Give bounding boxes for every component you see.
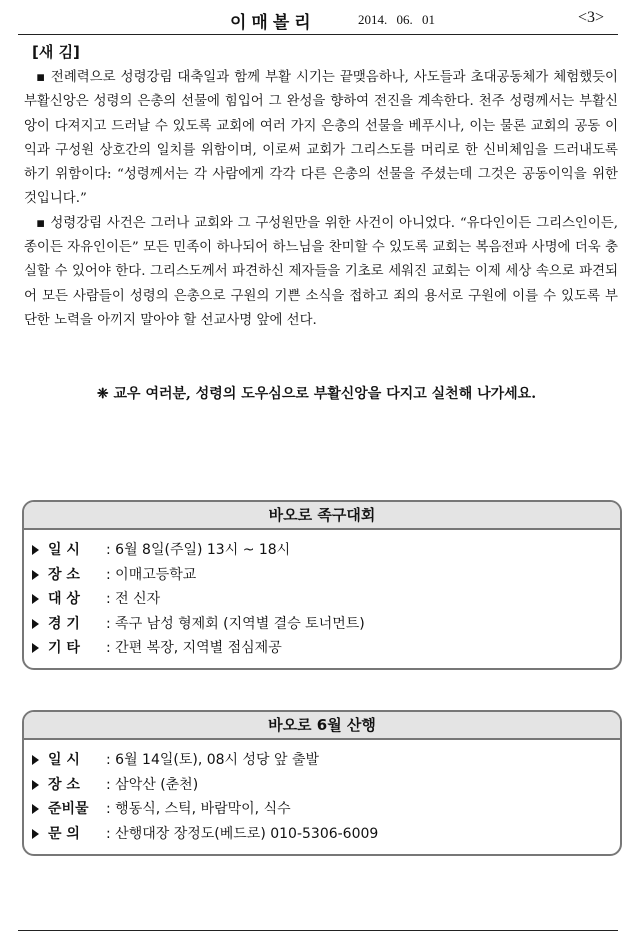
event-row-label: 장 소 — [48, 776, 80, 793]
event-row-value: : 삼악산 (춘천) — [106, 776, 199, 793]
issue-date: 2014. 06. 01 — [358, 12, 435, 27]
triangle-bullet-icon — [32, 594, 39, 604]
article — [24, 66, 618, 333]
event-row-label: 문 의 — [48, 825, 80, 842]
triangle-bullet-icon — [32, 755, 39, 765]
event-row-value: : 이매고등학교 — [106, 566, 197, 583]
event-row-place — [32, 563, 620, 588]
section-label: [새 김] — [32, 43, 80, 61]
event-row-etc — [32, 636, 620, 661]
event-row-value: : 행동식, 스틱, 바람막이, 식수 — [106, 801, 291, 817]
event-row-date — [32, 538, 620, 563]
event-row-label: 기 타 — [48, 640, 80, 656]
page-number: <3> — [578, 9, 605, 26]
event-row-label: 일 시 — [48, 752, 80, 768]
event-row-label: 장 소 — [48, 566, 80, 583]
event-box-title: 바오로 족구대회 — [24, 502, 620, 530]
event-row-supplies — [32, 797, 620, 822]
article-paragraph-1: ▪ 전례력으로 성령강림 대축일과 함께 부활 시기는 끝맺음하나, 사도들과 초대공동체가 체험했듯이 부활신앙은 성령의 은총의 선물에 힘입어 그 완성을 향하여 전진을 계속한다. 천주 성령께서는 부활신앙이 다져지고 드러날 수 있도록 교회에 여러 가지 은총의 선물을 베푸시나, 이는 물론 교회의 공동 이익과 구성원 상호간의 일치를 위함이며, 이로써 교회가 그리스도를 머리로 한 신비체임을 드러내도록 하기 위함이다: “성령께서는 각 사람에게 각각 다른 은총의 선물을 주셨는데 그것은 공동이익을 위한 것입니다.” — [24, 70, 618, 207]
page-header — [18, 8, 618, 35]
event-box-title: 바오로 6월 산행 — [24, 712, 620, 740]
triangle-bullet-icon — [32, 829, 39, 839]
callout-message: ❈ 교우 여러분, 성령의 도우심으로 부활신앙을 다지고 실천해 나가세요. — [96, 386, 537, 402]
event-row-value: : 족구 남성 형제회 (지역별 결승 토너먼트) — [106, 615, 365, 632]
triangle-bullet-icon — [32, 643, 39, 653]
event-row-label: 준비물 — [48, 801, 89, 817]
event-row-value: : 간편 복장, 지역별 점심제공 — [106, 640, 282, 656]
newsletter-title: 이매볼리 — [230, 13, 316, 33]
event-box-hiking — [22, 710, 622, 856]
article-paragraph-2: ▪ 성령강림 사건은 그러나 교회와 그 구성원만을 위한 사건이 아니었다. “유다인이든 그리스인이든, 종이든 자유인이든” 모든 민족이 하나되어 하느님을 찬미할 수 있도록 교회는 복음전파 사명에 더욱 충실할 수 있어야 한다. 그리스도께서 파견하신 제자들을 기초로 세워진 교회는 이제 세상 속으로 파견되어 모든 사람들이 성령의 은총으로 구원의 기쁜 소식을 접하고 죄의 용서로 구원에 이를 수 있도록 부단한 노력을 아끼지 말아야 할 선교사명 앞에 선다. — [24, 215, 618, 328]
footer-rule — [18, 930, 618, 931]
event-row-place — [32, 773, 620, 798]
triangle-bullet-icon — [32, 570, 39, 580]
event-row-game — [32, 612, 620, 637]
event-row-label: 일 시 — [48, 542, 80, 558]
event-row-contact — [32, 822, 620, 847]
triangle-bullet-icon — [32, 780, 39, 790]
event-row-value: : 전 신자 — [106, 591, 161, 607]
event-row-target — [32, 587, 620, 612]
triangle-bullet-icon — [32, 545, 39, 555]
event-row-value: : 6월 8일(주일) 13시 ~ 18시 — [106, 542, 291, 558]
event-row-value: : 6월 14일(토), 08시 성당 앞 출발 — [106, 752, 320, 768]
triangle-bullet-icon — [32, 804, 39, 814]
event-row-value: : 산행대장 장정도(베드로) 010-5306-6009 — [106, 825, 379, 842]
event-box-football — [22, 500, 622, 670]
event-row-label: 대 상 — [48, 591, 80, 607]
event-row-date — [32, 748, 620, 773]
event-row-label: 경 기 — [48, 615, 80, 632]
triangle-bullet-icon — [32, 619, 39, 629]
